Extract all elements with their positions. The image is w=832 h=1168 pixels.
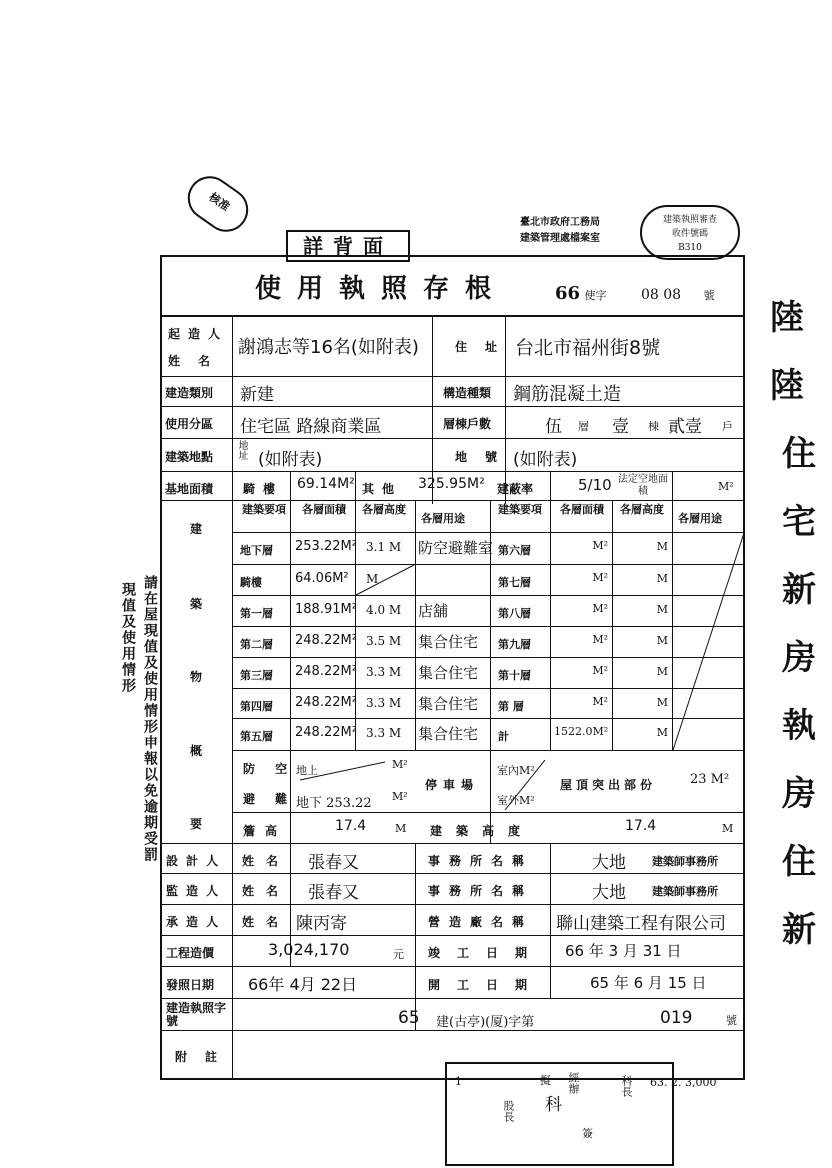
floor-use: 集合住宅 <box>418 725 479 743</box>
approval-stamp: 核准 <box>179 168 257 241</box>
col-header-use: 各層用途 <box>421 512 465 525</box>
complete-date-label: 竣工日期 <box>428 946 545 960</box>
org-stamp-line2: 建築管理處檔案室 <box>520 233 600 244</box>
shelter-label-1: 防 空 <box>243 762 296 776</box>
supervisor-label: 監造人 <box>166 884 227 898</box>
designer-office: 大地 <box>592 853 626 873</box>
cost-unit: 元 <box>393 948 404 961</box>
floor-area: M² <box>592 539 608 552</box>
floor-area: 248.22M² <box>295 695 357 710</box>
right-edge-char: 新 <box>782 570 816 610</box>
floor-height: M <box>656 540 668 553</box>
bottom-stamp-1: 1 <box>455 1075 462 1088</box>
eaves-label: 簷高 <box>243 824 288 838</box>
floor-use: 店舖 <box>418 602 449 620</box>
eaves-value: 17.4 <box>335 818 367 834</box>
floor-height: 3.5 M <box>366 634 402 648</box>
structure-label: 構造種類 <box>443 386 492 400</box>
arcade-value: 69.14M² <box>297 476 355 492</box>
side-char: 概 <box>190 744 203 758</box>
right-edge-char: 住 <box>782 434 816 474</box>
bottom-stamp-5: 科長 <box>620 1075 633 1097</box>
issue-date-value: 66年 4月 22日 <box>248 975 358 994</box>
shelter-below-unit: M² <box>392 790 408 803</box>
left-margin-note-2: 現值及使用情形 <box>120 582 136 694</box>
supervisor-name: 張春又 <box>308 883 359 903</box>
floor-height: M <box>656 726 668 739</box>
floor-area: 248.22M² <box>295 664 357 679</box>
complete-date-value: 66 年 3 月 31 日 <box>565 942 682 960</box>
supervisor-name-label: 姓名 <box>242 884 291 898</box>
round-stamp-line1: 建築執照審查 <box>662 215 717 225</box>
side-char: 築 <box>190 597 203 611</box>
start-date-label: 開工日期 <box>428 978 545 992</box>
designer-name-label: 姓名 <box>242 854 291 868</box>
bheight-value: 17.4 <box>625 818 657 834</box>
coverage-label: 建蔽率 <box>497 482 534 496</box>
site-area-label: 基地面積 <box>165 482 214 496</box>
bheight-label: 建築高度 <box>430 824 535 838</box>
other-value: 325.95M² <box>418 476 485 492</box>
col-header-area: 各層面積 <box>302 503 346 516</box>
address-label: 住址 <box>455 340 516 354</box>
right-edge-char: 房 <box>782 638 816 678</box>
bottom-stamp-2: 科 <box>545 1095 562 1115</box>
issue-date-label: 發照日期 <box>166 978 215 992</box>
floor-item: 第一層 <box>240 607 273 620</box>
floor-use: 集合住宅 <box>418 695 479 713</box>
floor-use: 集合住宅 <box>418 633 479 651</box>
contractor-office: 聯山建築工程有限公司 <box>556 914 726 934</box>
floor-item: 第四層 <box>240 700 273 713</box>
floor-height: M <box>656 572 668 585</box>
round-stamp-code: B310 <box>678 243 702 253</box>
permit-ref-year: 65 <box>398 1008 420 1028</box>
buildings-value: 壹 <box>612 417 629 437</box>
zone-value: 住宅區 路線商業區 <box>240 417 382 437</box>
floor-item: 第九層 <box>498 638 531 651</box>
floor-item: 第三層 <box>240 669 273 682</box>
arcade-label: 騎樓 <box>243 482 284 496</box>
cost-label: 工程造價 <box>166 946 215 960</box>
cost-value: 3,024,170 <box>268 940 350 959</box>
floor-area: 253.22M² <box>295 539 357 554</box>
floor-item: 騎樓 <box>240 576 262 589</box>
units-value: 貳壹 <box>668 417 702 437</box>
floor-area: M² <box>592 571 608 584</box>
floor-area: 64.06M² <box>295 571 349 586</box>
col-header-height: 各層高度 <box>362 503 406 516</box>
detail-stamp: 詳背面 <box>286 230 410 262</box>
col-header-use-right: 各層用途 <box>678 512 722 525</box>
permit-year: 66 <box>555 283 581 304</box>
contractor-label: 承造人 <box>166 915 227 929</box>
legal-open-space-label: 法定空地面積 <box>618 474 668 497</box>
floor-area: M² <box>592 664 608 677</box>
diagonal-right-use <box>673 533 744 750</box>
floor-item: 第八層 <box>498 607 531 620</box>
right-edge-char: 住 <box>782 842 816 882</box>
floor-height: 3.3 M <box>366 665 402 679</box>
round-stamp-line2: 收件號碼 <box>671 229 708 239</box>
floors-value: 伍 <box>545 417 562 437</box>
parking-outdoor: 室外M² <box>497 794 535 807</box>
shelter-above: 地上 <box>296 764 318 777</box>
contractor-office-label: 營造廠名稱 <box>428 915 534 929</box>
floor-item: 第十層 <box>498 669 531 682</box>
designer-office-label: 事務所名稱 <box>428 854 534 868</box>
bheight-unit: M <box>722 822 734 835</box>
remark-label: 附註 <box>175 1050 236 1064</box>
lot-value: (如附表) <box>513 450 578 470</box>
units-unit: 戶 <box>722 420 733 433</box>
permit-ref-text: 建(古亭)(厦)字第 <box>436 1015 535 1030</box>
floor-height: 3.3 M <box>366 726 402 740</box>
floor-area: M² <box>592 633 608 646</box>
permit-num: 08 08 <box>640 287 682 303</box>
side-char: 要 <box>190 817 203 831</box>
supervisor-office-suffix: 建築師事務所 <box>652 885 718 898</box>
floor-height: M <box>366 572 379 586</box>
permit-ref-label: 建造執照字號 <box>166 1001 227 1028</box>
legal-unit: M² <box>718 480 734 493</box>
bottom-stamp-3: 經辦 <box>567 1072 580 1094</box>
buildings-unit: 棟 <box>648 420 659 433</box>
roof-label: 屋頂突出部份 <box>560 778 657 792</box>
floor-area: 248.22M² <box>295 633 357 648</box>
lot-label: 地號 <box>455 450 516 464</box>
shelter-below: 地下 253.22 <box>296 796 372 811</box>
floor-height: 3.3 M <box>366 696 402 710</box>
eaves-unit: M <box>395 822 407 835</box>
right-edge-char: 執 <box>782 706 816 746</box>
parking-indoor: 室內M² <box>497 764 535 777</box>
coverage-value: 5/10 <box>578 476 612 494</box>
floor-height: M <box>656 665 668 678</box>
floor-item: 第二層 <box>240 638 273 651</box>
permit-suffix: 號 <box>703 289 715 302</box>
floor-item: 第七層 <box>498 576 531 589</box>
floor-use: 集合住宅 <box>418 664 479 682</box>
col-header-area-right: 各層面積 <box>560 503 604 516</box>
builder-name-label: 姓名 <box>168 354 229 368</box>
left-margin-note: 請在屋現值及使用情形申報以免逾期受罰 <box>142 575 158 863</box>
contractor-name: 陳丙寄 <box>296 914 347 934</box>
floor-height: M <box>656 603 668 616</box>
bottom-stamp-4: 擬 <box>540 1074 551 1087</box>
page-title: 使用執照存根 <box>255 274 508 304</box>
right-edge-char: 新 <box>782 910 816 950</box>
col-header-height-right: 各層高度 <box>620 503 664 516</box>
floor-height: 4.0 M <box>366 603 402 617</box>
permit-ref-suffix: 號 <box>726 1014 737 1027</box>
permit-label: 使字 <box>584 289 607 302</box>
right-edge-char: 陸 <box>770 298 804 338</box>
supervisor-office: 大地 <box>592 883 626 903</box>
floor-area: 248.22M² <box>295 725 357 740</box>
shelter-full-label <box>243 740 247 741</box>
floor-area: 1522.0M² <box>554 725 609 738</box>
address-value: 台北市福州街8號 <box>515 337 661 359</box>
floor-area: M² <box>592 695 608 708</box>
col-header-item: 建築要項 <box>242 503 286 516</box>
site-label: 建築地點 <box>165 450 214 464</box>
designer-office-suffix: 建築師事務所 <box>652 855 718 868</box>
floor-item: 第 層 <box>498 700 524 713</box>
right-edge-char: 房 <box>782 774 816 814</box>
print-info: 63. 2. 3,000 <box>650 1076 717 1089</box>
bottom-stamp-6: 股長 <box>502 1100 515 1122</box>
structure-value: 鋼筋混凝土造 <box>513 384 621 405</box>
build-type-label: 建造類別 <box>165 386 214 400</box>
col-header-item-right: 建築要項 <box>498 503 542 516</box>
side-char: 建 <box>190 522 203 536</box>
builder-label: 起造人 <box>168 327 229 341</box>
build-type-value: 新建 <box>240 385 274 405</box>
permit-ref-num: 019 <box>660 1008 693 1028</box>
side-char: 物 <box>190 670 203 684</box>
floors-label: 層棟戶數 <box>443 417 492 431</box>
zone-label: 使用分區 <box>165 417 214 431</box>
site-value: (如附表) <box>258 450 323 470</box>
floor-item: 第六層 <box>498 544 531 557</box>
right-edge-char: 宅 <box>782 502 816 542</box>
floor-area: 188.91M² <box>295 602 357 617</box>
floor-use: 防空避難室 <box>418 539 494 557</box>
site-sub-label: 地址 <box>236 440 247 460</box>
contractor-name-label: 姓名 <box>242 915 291 929</box>
floor-area: M² <box>592 602 608 615</box>
org-stamp-line1: 臺北市政府工務局 <box>520 217 600 228</box>
start-date-value: 65 年 6 月 15 日 <box>590 974 707 992</box>
builder-value: 謝鴻志等16名(如附表) <box>238 337 419 358</box>
bottom-stamp-7: 簽 <box>582 1127 593 1140</box>
right-edge-char: 陸 <box>770 366 804 406</box>
roof-value: 23 M² <box>690 772 730 787</box>
floor-height: M <box>656 634 668 647</box>
designer-name: 張春又 <box>308 853 359 873</box>
floor-item: 第五層 <box>240 730 273 743</box>
shelter-label-2: 避 難 <box>243 792 296 806</box>
diagonal-arcade <box>356 565 414 595</box>
other-label: 其他 <box>362 482 403 496</box>
parking-label: 停車場 <box>425 778 480 792</box>
supervisor-office-label: 事務所名稱 <box>428 884 534 898</box>
designer-label: 設計人 <box>166 854 227 868</box>
floor-item: 計 <box>498 730 509 743</box>
shelter-above-unit: M² <box>392 758 408 771</box>
floor-item: 地下層 <box>240 544 273 557</box>
floors-unit: 層 <box>578 420 589 433</box>
floor-height: M <box>656 696 668 709</box>
floor-height: 3.1 M <box>366 540 402 554</box>
